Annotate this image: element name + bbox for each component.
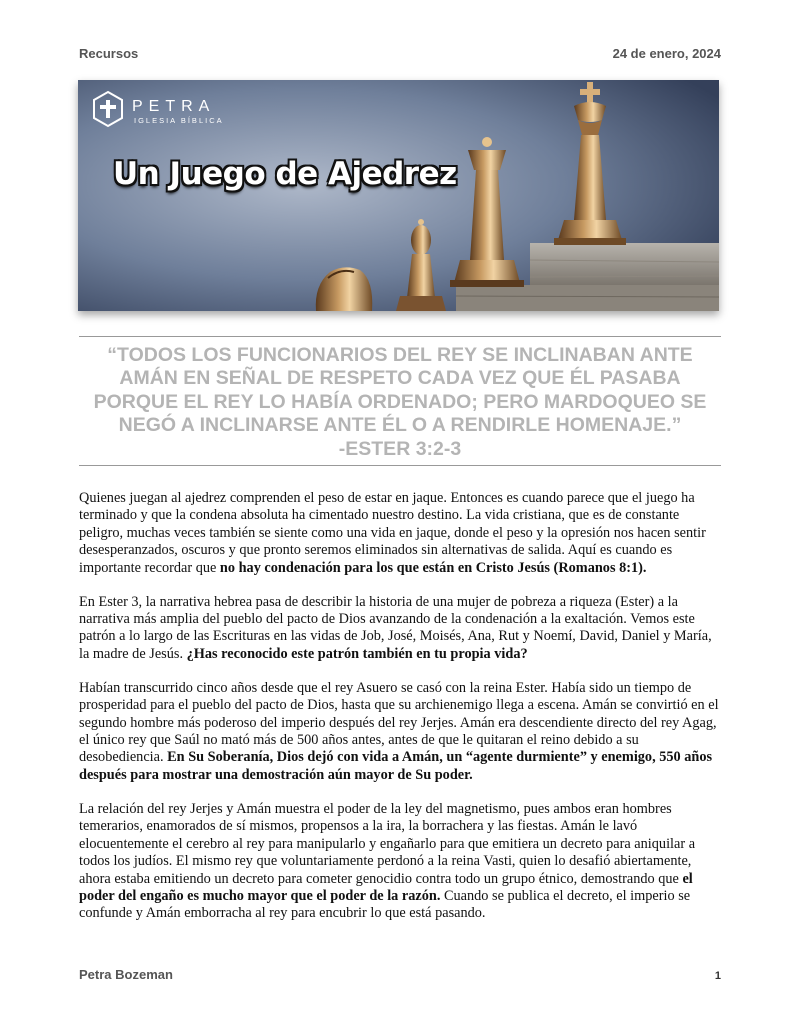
quote-reference: -ESTER 3:2-3 <box>338 437 462 460</box>
page-footer <box>79 967 721 985</box>
banner-title: Un Juego de Ajedrez <box>113 156 457 192</box>
logo-name: PETRA <box>132 98 216 115</box>
paragraph-2: En Ester 3, la narrativa hebrea pasa de describir la historia de una mujer de pobreza a riqueza (Ester) a la narrativa más amplia del pueblo del pacto de Dios avanzando de la condenación a la exaltación. Vemos este patrón a lo largo de las Escrituras en las vidas de Job, José, Moisés, Ana, Rut y Noemí, David, Daniel y María, la madre de Jesús. ¿Has reconocido este patrón también en tu propia vida? <box>79 593 712 662</box>
section-label: Recursos <box>79 46 139 61</box>
wood-block-bottom <box>456 285 719 311</box>
paragraph-1: Quienes juegan al ajedrez comprenden el peso de estar en jaque. Entonces es cuando parece que el juego ha terminado y que la condena absoluta ha cimentado nuestro destino. La vida cristiana, que es de constante peligro, muchas veces también se siente como una vida en jaque, donde el peso y la opresión nos hacen sentir desesperanzados, oscuros y que pronto seremos eliminados sin alternativas de salida. Aquí es cuando es importante recordar que no hay condenación para los que están en Cristo Jesús (Romanos 8:1). <box>79 490 706 576</box>
quote-text: “TODOS LOS FUNCIONARIOS DEL REY SE INCLINABAN ANTE AMÁN EN SEÑAL DE RESPETO CADA VEZ QUE ÉL PASABA PORQUE EL REY LO HABÍA ORDENADO; PERO MARDOQUEO SE NEGÓ A INCLINARSE ANTE ÉL O A RENDIRLE HOMENAJE.” <box>93 344 707 437</box>
banner-image <box>78 80 719 311</box>
date-label: 24 de enero, 2024 <box>612 46 721 61</box>
quote-top-divider <box>79 336 721 337</box>
page-header <box>79 46 721 64</box>
article-body <box>79 490 721 939</box>
paragraph-4: La relación del rey Jerjes y Amán muestra el poder de la ley del magnetismo, pues ambos eran hombres temerarios, enamorados de sí mismos, propensos a la ira, la borrachera y las fiestas. Amán le lavó elocuentemente el cerebro al rey para manipularlo y engañarlo para que emitiera un decreto para aniquilar a todos los judíos. El mismo rey que voluntariamente perdonó a la reina Vasti, quien lo desafió abiertamente, ahora estaba emitiendo un decreto para cometer genocidio contra todo un grupo étnico, demostrando que el poder del engaño es mucho mayor que el poder de la razón. Cuando se publica el decreto, el imperio se confunde y Amán emborracha al rey para encubrir lo que está pasando. <box>79 800 696 922</box>
page-number: 1 <box>714 970 721 982</box>
quote-bottom-divider <box>79 465 721 466</box>
author-name: Petra Bozeman <box>79 967 173 982</box>
paragraph-3: Habían transcurrido cinco años desde que el rey Asuero se casó con la reina Ester. Había sido un tiempo de prosperidad para el pueblo del pacto de Dios, hasta que su archienemigo llega a escena. Amán se convirtió en el segundo hombre más poderoso del imperio después del rey Jerjes. Amán era descendiente directo del rey Agag, el único rey que Saúl no mató más de 500 años antes, antes de que le quitaran el reino debido a su desobediencia. En Su Soberanía, Dios dejó con vida a Amán, un “agente durmiente” y enemigo, 550 años después para mostrar una demostración aún mayor de Su poder. <box>79 679 719 783</box>
logo-subtitle: IGLESIA BÍBLICA <box>134 116 224 125</box>
scripture-quote <box>79 344 721 461</box>
